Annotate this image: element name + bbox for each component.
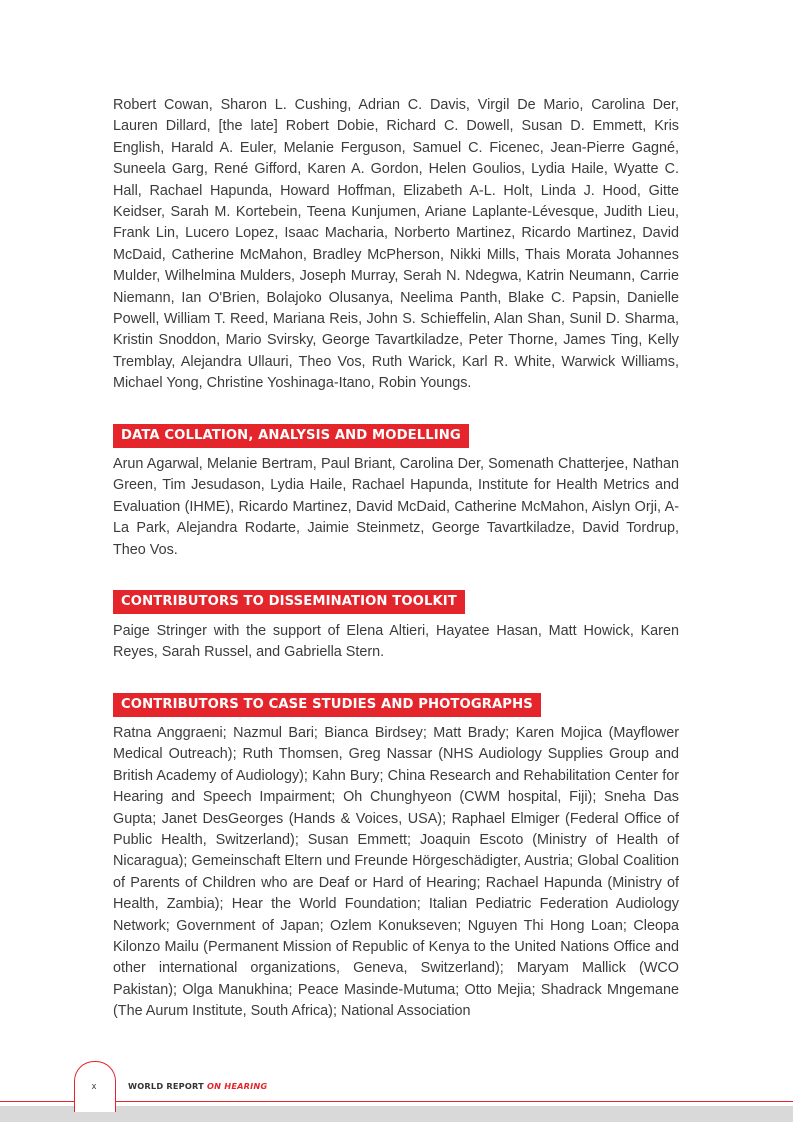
report-title-prefix: WORLD REPORT xyxy=(128,1081,207,1091)
case-studies-contributors: Ratna Anggraeni; Nazmul Bari; Bianca Birdsey; Matt Brady; Karen Mojica (Mayflower Medical Outreach); Ruth Thomsen, Greg Nassar (NHS Audiology Supplies Group and British Academy of Audiology); Kahn Bury; China Research and Rehabilitation Center for Hearing and Speech Impairment; Oh Chunghyeon (CWM hospital, Fiji); Sneha Das Gupta; Janet DesGeorges (Hands & Voices, USA); Raphael Elmiger (Federal Office of Public Health, Switzerland); Susan Emmett; Joaquin Escoto (Ministry of Health of Nicaragua); Gemeinschaft Eltern und Freunde Hörgeschädigter, Austria; Global Coalition of Parents of Children who are Deaf or Hard of Hearing; Rachael Hapunda (Ministry of Health, Zambia); Hear the World Foundation; Italian Pediatric Federation Audiology Network; Government of Japan; Ozlem Konukseven; Nguyen Thi Hong Loan; Cleopa Kilonzo Mailu (Permanent Mission of Republic of Kenya to the United Nations Office and other international organizations, Geneva, Switzerland); Maryam Mallick (WCO Pakistan); Olga Manukhina; Peace Masinde-Mutuma; Otto Mejia; Shadrack Mngemane (The Aurum Institute, South Africa); National Association xyxy=(113,725,679,1020)
running-footer-title xyxy=(128,1081,267,1091)
section-heading-data-collation: DATA COLLATION, ANALYSIS AND MODELLING xyxy=(113,424,469,448)
footer-band xyxy=(0,1106,793,1122)
section-heading-dissemination-toolkit: CONTRIBUTORS TO DISSEMINATION TOOLKIT xyxy=(113,590,465,614)
report-title-accent: ON HEARING xyxy=(207,1081,268,1091)
data-collation-contributors: Arun Agarwal, Melanie Bertram, Paul Briant, Carolina Der, Somenath Chatterjee, Nathan Green, Tim Jesudason, Lydia Haile, Rachael Hapunda, Institute for Health Metrics and Evaluation (IHME), Ricardo Martinez, David McDaid, Catherine McMahon, Aislyn Orji, A-La Park, Alejandra Rodarte, Jaimie Steinmetz, George Tavartkiladze, David Tordrup, Theo Vos. xyxy=(113,456,679,558)
footer-rule xyxy=(0,1101,793,1102)
dissemination-toolkit-contributors: Paige Stringer with the support of Elena Altieri, Hayatee Hasan, Matt Howick, Karen Reyes, Sarah Russel, and Gabriella Stern. xyxy=(113,623,679,661)
section-heading-case-studies: CONTRIBUTORS TO CASE STUDIES AND PHOTOGRAPHS xyxy=(113,693,541,717)
page-number: x xyxy=(91,1081,97,1091)
acknowledgement-names-continued: Robert Cowan, Sharon L. Cushing, Adrian C. Davis, Virgil De Mario, Carolina Der, Lauren Dillard, [the late] Robert Dobie, Richard C. Dowell, Susan D. Emmett, Kris English, Harald A. Euler, Melanie Ferguson, Samuel C. Ficenec, Jean-Pierre Gagné, Suneela Garg, René Gifford, Karen A. Gordon, Helen Goulios, Lydia Haile, Wyatte C. Hall, Rachael Hapunda, Howard Hoffman, Elizabeth A-L. Holt, Linda J. Hood, Gitte Keidser, Sarah M. Kortebein, Teena Kunjumen, Ariane Laplante-Lévesque, Judith Lieu, Frank Lin, Lucero Lopez, Isaac Macharia, Norberto Martinez, Ricardo Martinez, David McDaid, Catherine McMahon, Bradley McPherson, Nikki Mills, Thais Morata Johannes Mulder, Wilhelmina Mulders, Joseph Murray, Serah N. Ndegwa, Katrin Neumann, Carrie Niemann, Ian O'Brien, Bolajoko Olusanya, Neelima Panth, Blake C. Papsin, Danielle Powell, William T. Reed, Mariana Reis, John S. Schieffelin, Alan Shan, Sunil D. Sharma, Kristin Snoddon, Mario Svirsky, George Tavartkiladze, Peter Thorne, James Ting, Kelly Tremblay, Alejandra Ullauri, Theo Vos, Ruth Warick, Karl R. White, Warwick Williams, Michael Yong, Christine Yoshinaga-Itano, Robin Youngs. xyxy=(113,97,679,392)
